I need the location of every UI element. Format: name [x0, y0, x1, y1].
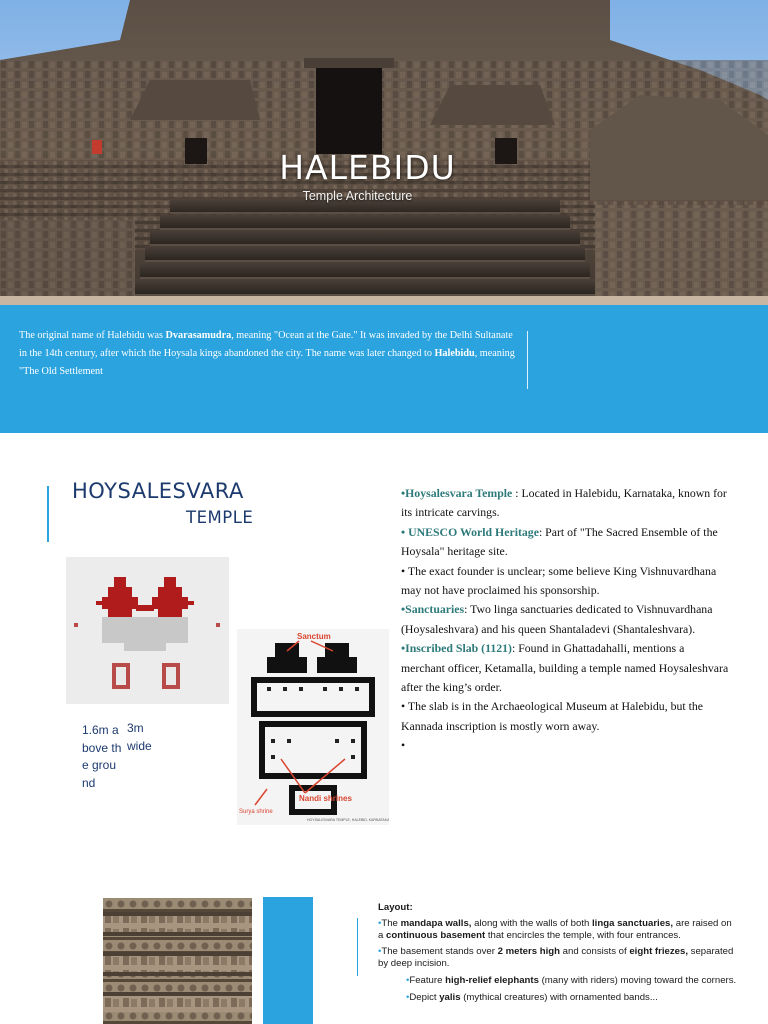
intro-band: [0, 305, 768, 433]
layout-bold: 2 meters high: [497, 946, 561, 958]
layout-text: and consists of: [560, 946, 630, 958]
fact-item: [401, 639, 731, 697]
plan-label-surya: Surya shrine: [239, 809, 273, 815]
layout-title: Layout:: [378, 902, 413, 913]
floor-plan-red-drawing: [66, 557, 229, 704]
floor-plan-red: [66, 557, 229, 704]
layout-bold: high-relief elephants: [445, 974, 539, 986]
frieze-photo-image: [103, 898, 252, 1024]
fact-item: [401, 600, 731, 639]
floor-plan-labeled-drawing: [237, 629, 389, 825]
plan-label-nandi: Nandi shrines: [299, 794, 352, 803]
hero-title: HALEBIDU: [279, 148, 456, 187]
bullet-dot: •: [378, 917, 382, 929]
layout-bold: eight friezes,: [629, 946, 688, 958]
height-note: 1.6m above the ground: [82, 723, 122, 790]
fact-label: • UNESCO World Heritage: [401, 524, 539, 539]
hero-subtitle: Temple Architecture: [302, 189, 413, 203]
section-heading: HOYSALESVARA: [72, 479, 244, 503]
layout-bold: mandapa walls,: [400, 917, 472, 929]
layout-bold: linga sanctuaries,: [592, 917, 674, 929]
bullet-dot: •: [378, 946, 382, 958]
layout-text: Feature: [409, 974, 446, 986]
layout-text: that encircles the temple, with four entrances.: [485, 929, 681, 941]
layout-subitem: [378, 975, 738, 987]
fact-item: [401, 484, 731, 523]
layout-text: (many with riders) moving toward the corners.: [538, 974, 737, 986]
fact-text: : Located in Halebidu, Karnataka, known for its intricate carvings.: [401, 486, 727, 520]
bullet-dot: •: [406, 991, 410, 1003]
fact-item: [401, 562, 731, 601]
intro-dvarasamudra: Dvarasamudra: [165, 330, 232, 341]
fact-label: •Sanctuaries: [401, 602, 465, 617]
intro-text-3: , meaning "The Old Settlement: [19, 348, 515, 377]
layout-text: are raised on a: [378, 917, 732, 941]
bullet-dot: •: [406, 974, 410, 986]
hero-banner: [0, 0, 768, 305]
layout-accent-line: [357, 918, 358, 976]
intro-text-1: The original name of Halebidu was: [19, 330, 166, 341]
layout-text: The: [381, 917, 401, 929]
intro-divider: [527, 331, 528, 389]
heading-accent-line: [47, 486, 49, 542]
plan-label-sanctum: Sanctum: [297, 632, 331, 641]
fact-label: •Hoysalesvara Temple: [401, 486, 513, 500]
fact-text: : Found in Ghattadahalli, mentions a merchant officer, Ketamalla, building a temple named Hoysaleshvara after the king’s order.: [401, 641, 729, 695]
fact-item: [401, 697, 731, 736]
layout-text: (mythical creatures) with ornamented bands...: [460, 991, 658, 1003]
layout-text: separated by deep incision.: [378, 946, 734, 970]
layout-text: Depict: [409, 991, 440, 1003]
accent-block: [263, 897, 313, 1024]
fact-text: • The slab is in the Archaeological Museum at Halebidu, but the Kannada inscription is mostly worn away.: [401, 699, 704, 733]
layout-item: [378, 946, 738, 970]
layout-item: [378, 918, 738, 942]
width-note: 3m wide: [127, 721, 152, 753]
layout-notes: [378, 902, 738, 1009]
section-subheading: TEMPLE: [186, 508, 254, 527]
floor-plan-labeled: [237, 629, 389, 825]
temple-facts-list: [401, 484, 731, 756]
fact-text: •: [401, 738, 406, 753]
intro-text-2: , meaning "Ocean at the Gate." It was invaded by the Delhi Sultanate in the 14th century, after which the Hoysala kings abandoned the city. The name was later changed to: [19, 330, 513, 359]
fact-text: : Part of "The Sacred Ensemble of the Hoysala" heritage site.: [401, 524, 718, 559]
fact-text: : Two linga sanctuaries dedicated to Vishnuvardhana (Hoysaleshvara) and his queen Shantaladevi (Shantaleshvara).: [401, 602, 713, 636]
fact-item: [401, 523, 731, 562]
plan-caption: HOYSALESVARA TEMPLE, HALEBID, KARNATAKA: [307, 818, 389, 822]
layout-subitem: [378, 992, 738, 1004]
frieze-photo: [103, 898, 252, 1024]
fact-text: • The exact founder is unclear; some believe King Vishnuvardhana may not have proclaimed his sponsorship.: [401, 563, 717, 598]
layout-text: along with the walls of both: [471, 917, 593, 929]
layout-text: The basement stands over: [381, 946, 498, 958]
fact-item: [401, 736, 731, 755]
layout-bold: yalis: [439, 991, 461, 1003]
fact-label: •Inscribed Slab (1121): [401, 641, 512, 656]
layout-bold: continuous basement: [386, 929, 486, 941]
intro-paragraph: [19, 327, 519, 381]
intro-halebidu: Halebidu: [434, 348, 475, 359]
